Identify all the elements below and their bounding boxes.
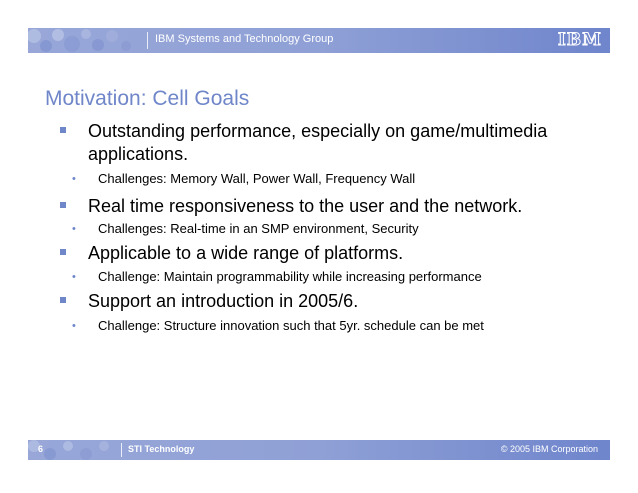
sub-bullet-dot-icon: •	[72, 320, 76, 332]
sub-bullet-text: Challenge: Maintain programmability while increasing performance	[98, 269, 482, 284]
copyright-text: © 2005 IBM Corporation	[500, 444, 598, 454]
sub-bullet-text: Challenge: Structure innovation such that 5yr. schedule can be met	[98, 318, 484, 333]
footer-divider	[121, 443, 122, 457]
ibm-logo: IBM	[557, 30, 602, 50]
sub-bullet-text: Challenges: Memory Wall, Power Wall, Frequency Wall	[98, 171, 416, 186]
bullet-marker-icon	[60, 297, 66, 303]
sub-bullet-dot-icon: •	[72, 173, 76, 185]
footer-bar	[28, 440, 610, 460]
bullet-marker-icon	[60, 249, 66, 255]
footer-label: STI Technology	[128, 444, 195, 454]
bullet-text: Applicable to a wide range of platforms.	[88, 243, 404, 263]
slide-title: Motivation: Cell Goals	[45, 87, 250, 110]
header-divider	[147, 32, 148, 49]
header-bubble-pattern	[28, 28, 138, 53]
group-name: IBM Systems and Technology Group	[155, 33, 334, 45]
sub-bullet-dot-icon: •	[72, 223, 76, 235]
bullet-text: Support an introduction in 2005/6.	[88, 291, 359, 311]
bullet-text: Real time responsiveness to the user and the network.	[88, 196, 523, 216]
page-number: 6	[38, 444, 44, 454]
sub-bullet-text: Challenges: Real-time in an SMP environment, Security	[98, 221, 419, 236]
bullet-marker-icon	[60, 202, 66, 208]
bullet-text: Outstanding performance, especially on game/multimedia applications.	[88, 121, 548, 164]
bullet-marker-icon	[60, 127, 66, 133]
sub-bullet-dot-icon: •	[72, 271, 76, 283]
header-bar	[28, 28, 610, 53]
